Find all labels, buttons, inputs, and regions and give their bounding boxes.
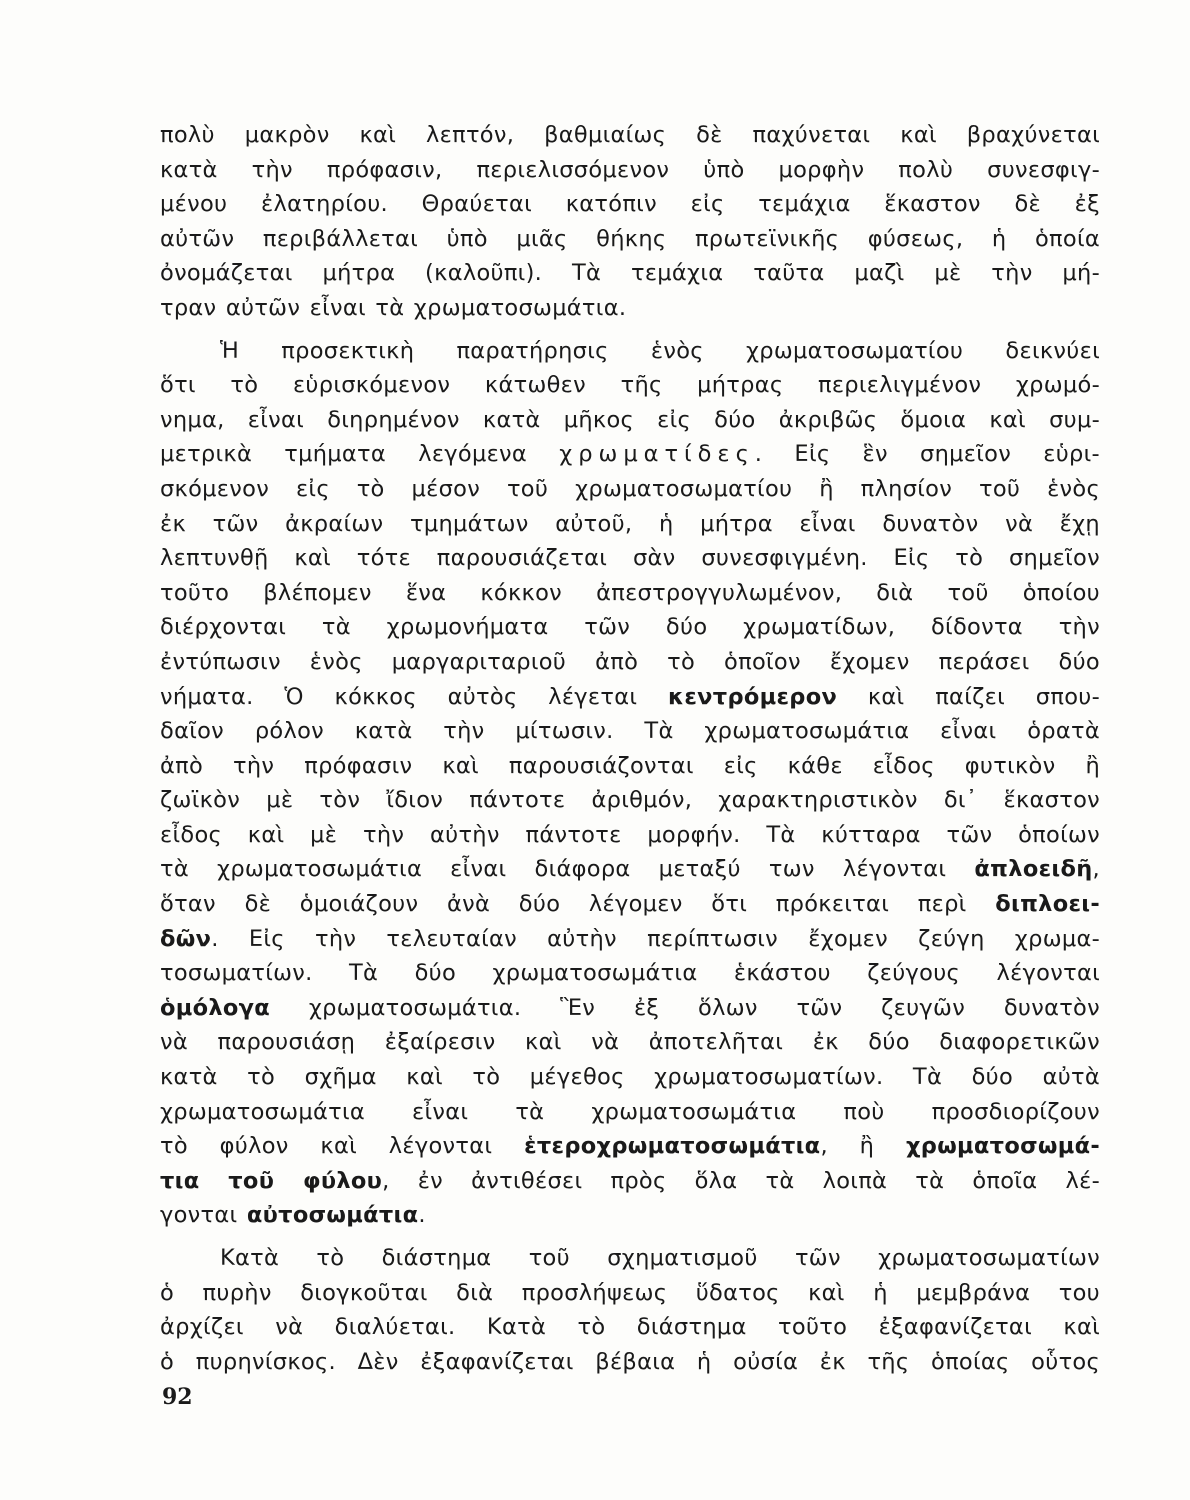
- bold-term: διπλοει-: [995, 891, 1100, 918]
- text-line: ὁ πυρὴν διογκοῦται διὰ προσλήψεως ὕδατος καὶ ἡ μεμβράνα του: [160, 1279, 1100, 1306]
- text-line: νὰ παρουσιάσῃ ἐξαίρεσιν καὶ νὰ ἀποτελῆται ἐκ δύο διαφορετικῶν: [160, 1029, 1100, 1056]
- text-line: τια τοῦ φύλου, ἐν ἀντιθέσει πρὸς ὅλα τὰ λοιπὰ τὰ ὁποῖα λέ-: [160, 1167, 1100, 1194]
- text-line: ἀπὸ τὴν πρόφασιν καὶ παρουσιάζονται εἰς κάθε εἶδος φυτικὸν ἢ: [160, 752, 1100, 779]
- paragraph-2: [160, 334, 1100, 1233]
- body-text: [160, 118, 1100, 1379]
- text-line: ὅτι τὸ εὑρισκόμενον κάτωθεν τῆς μήτρας περιελιγμένον χρωμό-: [160, 372, 1100, 399]
- text-line: τοσωματίων. Τὰ δύο χρωματοσωμάτια ἑκάστου ζεύγους λέγονται: [160, 960, 1100, 987]
- bold-term: τια τοῦ φύλου: [160, 1167, 383, 1194]
- text-line: τραν αὐτῶν εἶναι τὰ χρωματοσωμάτια.: [160, 294, 627, 321]
- bold-term: αὐτοσωμάτια: [246, 1202, 419, 1229]
- paragraph-3: [160, 1241, 1100, 1379]
- text-line: τοῦτο βλέπομεν ἕνα κόκκον ἀπεστρογγυλωμένον, διὰ τοῦ ὁποίου: [160, 579, 1100, 606]
- text-line: χρωματοσωμάτια εἶναι τὰ χρωματοσωμάτια ποὺ προσδιορίζουν: [160, 1098, 1100, 1125]
- bold-term: κεντρόμερον: [668, 683, 838, 710]
- text-line: σκόμενον εἰς τὸ μέσον τοῦ χρωματοσωματίου ἢ πλησίον τοῦ ἑνὸς: [160, 475, 1100, 502]
- text-line: εἶδος καὶ μὲ τὴν αὐτὴν πάντοτε μορφήν. Τὰ κύτταρα τῶν ὁποίων: [160, 821, 1100, 848]
- text-line: Κατὰ τὸ διάστημα τοῦ σχηματισμοῦ τῶν χρωματοσωματίων: [220, 1245, 1100, 1271]
- text-line: διέρχονται τὰ χρωμονήματα τῶν δύο χρωματίδων, δίδοντα τὴν: [160, 614, 1100, 641]
- text-line: κατὰ τὸ σχῆμα καὶ τὸ μέγεθος χρωματοσωματίων. Τὰ δύο αὐτὰ: [160, 1064, 1100, 1091]
- text-line: Ἡ προσεκτικὴ παρατήρησις ἑνὸς χρωματοσωματίου δεικνύει: [220, 337, 1100, 364]
- bold-term: ὁμόλογα: [160, 994, 271, 1021]
- text-line: τὸ φύλον καὶ λέγονται ἑτεροχρωματοσωμάτια, ἢ χρωματοσωμά-: [160, 1133, 1100, 1160]
- text-line: γονται αὐτοσωμάτια.: [160, 1202, 426, 1229]
- paragraph-gap: [160, 1233, 1100, 1241]
- text-line: πολὺ μακρὸν καὶ λεπτόν, βαθμιαίως δὲ παχύνεται καὶ βραχύνεται: [160, 122, 1100, 148]
- bold-term: χρωματοσωμά-: [905, 1133, 1100, 1160]
- text-line: μένου ἐλατηρίου. Θραύεται κατόπιν εἰς τεμάχια ἕκαστον δὲ ἐξ: [160, 191, 1100, 218]
- text-line: ὁμόλογα χρωματοσωμάτια. Ἓν ἐξ ὅλων τῶν ζευγῶν δυνατὸν: [160, 994, 1100, 1021]
- text-line: ζωϊκὸν μὲ τὸν ἴδιον πάντοτε ἀριθμόν, χαρακτηριστικὸν δι᾽ ἕκαστον: [160, 787, 1100, 814]
- text-line: μετρικὰ τμήματα λεγόμενα χρωματίδες. Εἰς ἓν σημεῖον εὑρι-: [160, 441, 1100, 468]
- page-number: 92: [162, 1384, 193, 1410]
- text-line: ἐκ τῶν ἀκραίων τμημάτων αὐτοῦ, ἡ μήτρα εἶναι δυνατὸν νὰ ἔχῃ: [160, 510, 1100, 537]
- bold-term: δῶν: [160, 925, 212, 952]
- text-line: νήματα. Ὁ κόκκος αὐτὸς λέγεται κεντρόμερον καὶ παίζει σπου-: [160, 683, 1100, 710]
- text-line: αὐτῶν περιβάλλεται ὑπὸ μιᾶς θήκης πρωτεϊνικῆς φύσεως, ἡ ὁποία: [160, 225, 1100, 252]
- text-line: ὀνομάζεται μήτρα (καλοῦπι). Τὰ τεμάχια ταῦτα μαζὶ μὲ τὴν μή-: [160, 260, 1100, 287]
- text-line: ἐντύπωσιν ἑνὸς μαργαριταριοῦ ἀπὸ τὸ ὁποῖον ἔχομεν περάσει δύο: [160, 648, 1100, 675]
- text-line: νημα, εἶναι διηρημένον κατὰ μῆκος εἰς δύο ἀκριβῶς ὅμοια καὶ συμ-: [160, 406, 1100, 433]
- text-line: ὁ πυρηνίσκος. Δὲν ἐξαφανίζεται βέβαια ἡ οὐσία ἐκ τῆς ὁποίας οὗτος: [160, 1348, 1100, 1375]
- spaced-term: χρωματίδες: [559, 441, 755, 468]
- text-line: ἀρχίζει νὰ διαλύεται. Κατὰ τὸ διάστημα τοῦτο ἐξαφανίζεται καὶ: [160, 1314, 1100, 1341]
- text-line: δῶν. Εἰς τὴν τελευταίαν αὐτὴν περίπτωσιν ἔχομεν ζεύγη χρωμα-: [160, 925, 1100, 952]
- text-line: τὰ χρωματοσωμάτια εἶναι διάφορα μεταξύ των λέγονται ἀπλοειδῆ,: [160, 856, 1100, 883]
- paragraph-1: [160, 118, 1100, 326]
- text-line: ὅταν δὲ ὁμοιάζουν ἀνὰ δύο λέγομεν ὅτι πρόκειται περὶ διπλοει-: [160, 891, 1100, 918]
- bold-term: ἑτεροχρωματοσωμάτια: [524, 1133, 821, 1160]
- text-line: λεπτυνθῇ καὶ τότε παρουσιάζεται σὰν συνεσφιγμένη. Εἰς τὸ σημεῖον: [160, 545, 1100, 572]
- text-line: κατὰ τὴν πρόφασιν, περιελισσόμενον ὑπὸ μορφὴν πολὺ συνεσφιγ-: [160, 156, 1100, 183]
- text-line: δαῖον ρόλον κατὰ τὴν μίτωσιν. Τὰ χρωματοσωμάτια εἶναι ὁρατὰ: [160, 718, 1100, 745]
- paragraph-gap: [160, 326, 1100, 334]
- bold-term: ἀπλοειδῆ: [974, 856, 1093, 883]
